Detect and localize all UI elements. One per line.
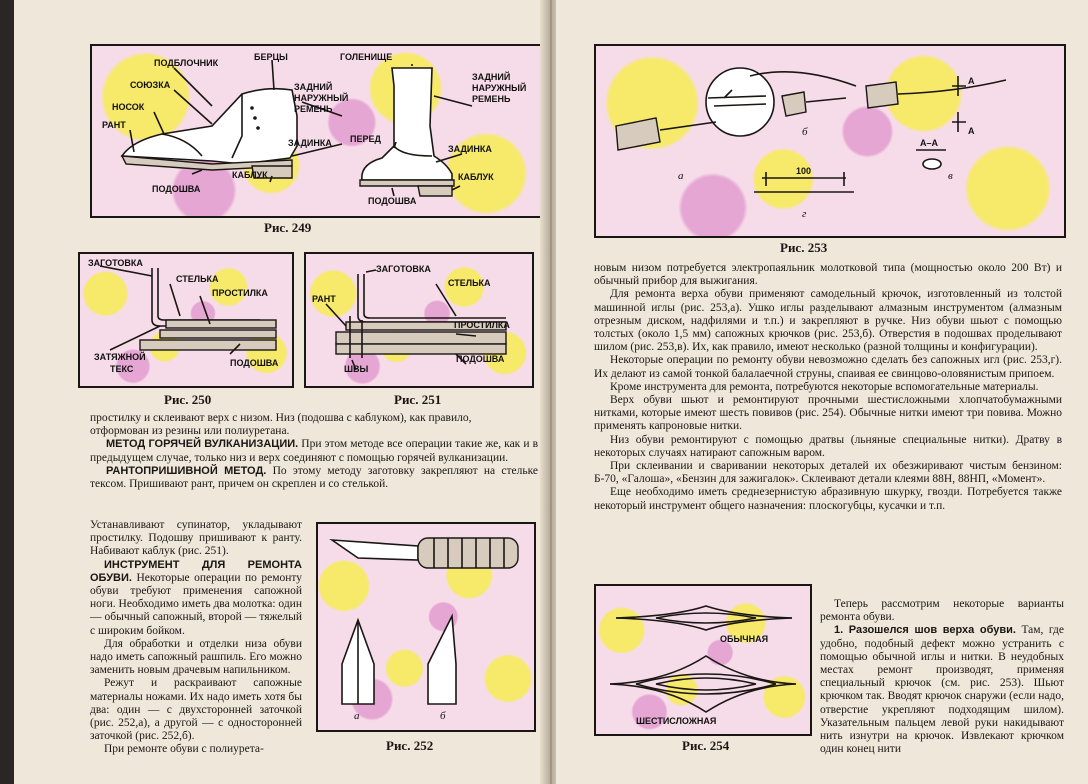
label-a: а (678, 170, 684, 182)
label-zadremen-b1: ЗАДНИЙ (472, 72, 511, 82)
label-bertsy: БЕРЦЫ (254, 52, 288, 62)
label-g: г (802, 208, 807, 220)
right-text-top (594, 262, 1062, 513)
paragraph: Устанавливают супинатор, укладывают простилку. Подошву пришивают к ранту. Набивают каблук (рис. 251). (90, 519, 302, 558)
right-page (556, 0, 1088, 784)
label-A-top: А (968, 76, 975, 86)
label-A-bottom: А (968, 126, 975, 136)
paragraph: 1. Разошелся шов верха обуви. Там, где удобно, подобный дефект можно устранить с помощью обычной иглы и нитки. В неудобных местах ремонт производят, применяя специальный крючок (см. рис. 253). Шьют крючком так. Вводят крючок снаружи (если надо, отверстие укрепляют подходящим шилом). Указательным пальцем левой руки накидывают нить изнутри на крючок. Извлекают крючком один конец нити (820, 624, 1064, 756)
label-zadinka-b: ЗАДИНКА (448, 144, 492, 154)
paragraph: МЕТОД ГОРЯЧЕЙ ВУЛКАНИЗАЦИИ. При этом методе все операции такие же, как и в предыдущем случае, только низ и верх соединяют с помощью горячей вулканизации. (90, 438, 538, 464)
label-zadremen-3: РЕМЕНЬ (294, 104, 333, 114)
caption-254: Рис. 254 (682, 738, 730, 753)
label-podblochnik: ПОДБЛОЧНИК (154, 58, 219, 68)
label-zadremen-b3: РЕМЕНЬ (472, 94, 511, 104)
label-prostilka: ПРОСТИЛКА (212, 288, 268, 298)
caption-249: Рис. 249 (264, 220, 312, 235)
left-page (14, 0, 548, 784)
caption-250: Рис. 250 (164, 392, 212, 407)
figure-249 (90, 44, 542, 218)
label-podoshva-b: ПОДОШВА (368, 196, 417, 206)
label-zadinka: ЗАДИНКА (288, 138, 332, 148)
label-zatyazh-2: ТЕКС (110, 364, 134, 374)
caption-253: Рис. 253 (780, 240, 828, 255)
label-golenishche: ГОЛЕНИЩЕ (340, 52, 393, 62)
paragraph: Для обработки и отделки низа обуви надо иметь сапожный рашпиль. Его можно заменить новым драчевым напильником. (90, 637, 302, 677)
label-nosok: НОСОК (112, 102, 145, 112)
label-dim: 100 (796, 166, 812, 176)
label-zadremen-2: НАРУЖНЫЙ (294, 93, 349, 103)
label-podoshva: ПОДОШВА (230, 358, 279, 368)
label-shvy: ШВЫ (344, 364, 369, 374)
figure-252 (316, 522, 536, 732)
label-a: а (354, 710, 360, 722)
figure-253 (594, 44, 1066, 238)
label-rant: РАНТ (102, 120, 126, 130)
label-rant: РАНТ (312, 294, 336, 304)
paragraph: новым низом потребуется электропаяльник молотковой типа (мощностью около 200 Вт) и обычный прибор для выжигания. (594, 262, 1062, 288)
paragraph: Кроме инструмента для ремонта, потребуются некоторые вспомогательные материалы. (610, 380, 1039, 393)
paragraph: При склеивании и сваривании некоторых деталей их обезжиривают чистым бензином: Б-70, «Галоша», «Бензин для зажигалок». Склеивают детали клеями 88Н, 88НП, «Момент». (594, 460, 1062, 486)
figure-250 (78, 252, 294, 388)
label-soyuzka: СОЮЗКА (130, 80, 171, 90)
caption-252: Рис. 252 (386, 738, 434, 753)
paragraph: Некоторые операции по ремонту обуви невозможно сделать без сапожных игл (рис. 253,г). Их делают из самой тонкой балалаечной струны, спаивая ее свинцово-оловянистым припоем. (594, 354, 1062, 380)
label-shest: ШЕСТИСЛОЖНАЯ (636, 716, 717, 726)
figure-251 (304, 252, 534, 388)
label-kabluk-b: КАБЛУК (458, 172, 494, 182)
paragraph: Теперь рассмотрим некоторые варианты ремонта обуви. (820, 598, 1064, 624)
label-stelka: СТЕЛЬКА (448, 278, 491, 288)
left-text-column (90, 519, 302, 757)
label-zadremen-b2: НАРУЖНЫЙ (472, 83, 527, 93)
left-text-top (90, 412, 538, 491)
label-prostilka: ПРОСТИЛКА (454, 320, 510, 330)
paragraph: При ремонте обуви с полиурета- (104, 743, 264, 756)
label-zatyazh-1: ЗАТЯЖНОЙ (94, 352, 146, 362)
label-b: б (440, 710, 446, 722)
label-zadremen-1: ЗАДНИЙ (294, 82, 333, 92)
figure-254 (594, 584, 812, 736)
label-pered: ПЕРЕД (350, 134, 381, 144)
label-zagotovka: ЗАГОТОВКА (376, 264, 431, 274)
label-v: в (948, 170, 953, 182)
paragraph: ИНСТРУМЕНТ ДЛЯ РЕМОНТА ОБУВИ. Некоторые операции по ремонту обуви требуют применения сапожной ноги. Необходимо иметь два молотка: один — обычный сапожный, второй — тяжелый с широким бойком. (90, 558, 303, 637)
paragraph: Режут и раскраивают сапожные материалы ножами. Их надо иметь хотя бы два: один — с двухсторонней заточкой (рис. 252,а), а другой — с односторонней заточкой (рис. 252,б). (90, 677, 302, 743)
paragraph: Верх обуви шьют и ремонтируют прочными шестисложными хлопчатобумажными нитками, которые имеют шесть повивов (рис. 254). Обычные нитки имеют три повива. Можно применять капроновые нитки. (594, 394, 1062, 433)
paragraph: простилку и склеивают верх с низом. Низ (подошва с каблуком), как правило, отформован из резины или полиуретана. (90, 412, 472, 438)
label-kabluk: КАБЛУК (232, 170, 268, 180)
label-podoshva: ПОДОШВА (152, 184, 201, 194)
label-zagotovka: ЗАГОТОВКА (88, 258, 143, 268)
paragraph: Для ремонта верха обуви применяют самодельный крючок, изготовленный из толстой машинной иглы (рис. 253,а). Ушко иглы разделывают алмазным инструментом (алмазным отрезным диском, надфилями и т.п.) и закрепляют в ручке. Низ обуви шьют с помощью толстых (около 1,5 мм) сапожных крючков (рис. 253,б). Отверстия в подошвах проделывают шилом (рис. 253,в). Их, как правило, имеют несколько (разной толщины и конфигурации). (594, 288, 1062, 354)
label-b: б (802, 126, 808, 138)
label-obych: ОБЫЧНАЯ (720, 634, 769, 644)
label-stelka: СТЕЛЬКА (176, 274, 219, 284)
right-text-column (820, 598, 1064, 756)
label-podoshva: ПОДОШВА (456, 354, 505, 364)
label-aa: А–А (920, 138, 939, 148)
paragraph: Еще необходимо иметь среднезернистую абразивную шкурку, гвозди. Потребуется также некоторый инструмент общего назначения: плоскогубцы, кусачки и т.п. (594, 486, 1062, 512)
paragraph: РАНТОПРИШИВНОЙ МЕТОД. По этому методу заготовку закрепляют на стельке тексом. Пришивают рант, причем он скреплен и со стелькой. (90, 464, 538, 491)
caption-251: Рис. 251 (394, 392, 442, 407)
paragraph: Низ обуви ремонтируют с помощью дратвы (льняные специальные нитки). Дратву в некоторых случаях натирают сапожным варом. (594, 433, 1062, 459)
